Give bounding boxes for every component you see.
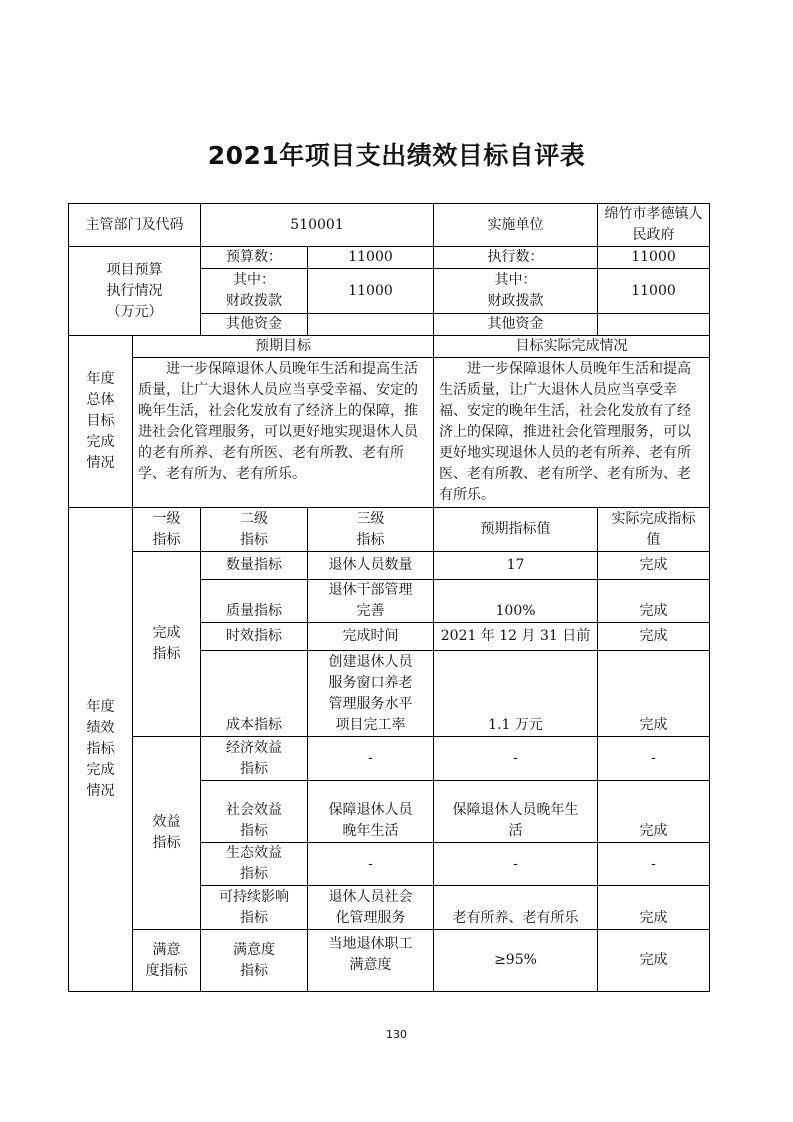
col-expected: 预期指标值 bbox=[434, 508, 598, 552]
expected-cell: 2021 年 12 月 31 日前 bbox=[434, 623, 598, 651]
expected-cell: 1.1 万元 bbox=[434, 651, 598, 737]
actual-cell: 完成 bbox=[598, 651, 710, 737]
level2-cell: 可持续影响 指标 bbox=[201, 886, 308, 930]
actual-cell: - bbox=[598, 843, 710, 886]
level3-cell: 退休人员数量 bbox=[308, 552, 434, 580]
planned-goal-header: 预期目标 bbox=[133, 336, 434, 358]
group-benefit: 效益 指标 bbox=[133, 737, 201, 930]
indicator-header-row bbox=[69, 508, 710, 552]
exec-label: 执行数： bbox=[434, 247, 598, 269]
unit-name: 绵竹市孝德镇人民政府 bbox=[598, 204, 710, 247]
fiscal-exec: 11000 bbox=[598, 269, 710, 314]
expected-cell: - bbox=[434, 737, 598, 781]
group-satisfaction: 满意 度指标 bbox=[133, 930, 201, 992]
table-row bbox=[69, 552, 710, 580]
actual-cell: 完成 bbox=[598, 623, 710, 651]
unit-label: 实施单位 bbox=[434, 204, 598, 247]
level3-cell: 退休干部管理 完善 bbox=[308, 580, 434, 623]
level3-cell: - bbox=[308, 843, 434, 886]
group-completion: 完成 指标 bbox=[133, 552, 201, 737]
level3-cell: - bbox=[308, 737, 434, 781]
dept-label: 主管部门及代码 bbox=[69, 204, 201, 247]
level3-cell: 保障退休人员 晚年生活 bbox=[308, 781, 434, 843]
table-row bbox=[69, 930, 710, 992]
actual-cell: 完成 bbox=[598, 930, 710, 992]
level2-cell: 社会效益 指标 bbox=[201, 781, 308, 843]
dept-code: 510001 bbox=[201, 204, 434, 247]
level3-cell: 当地退休职工 满意度 bbox=[308, 930, 434, 992]
fiscal-exec-label: 其中： 财政拨款 bbox=[434, 269, 598, 314]
level2-cell: 成本指标 bbox=[201, 651, 308, 737]
header-row bbox=[69, 204, 710, 247]
level3-cell: 退休人员社会 化管理服务 bbox=[308, 886, 434, 930]
level2-cell: 时效指标 bbox=[201, 623, 308, 651]
performance-table bbox=[68, 203, 710, 992]
expected-cell: ≥95% bbox=[434, 930, 598, 992]
table-row bbox=[69, 737, 710, 781]
actual-cell: 完成 bbox=[598, 886, 710, 930]
exec-value: 11000 bbox=[598, 247, 710, 269]
other-budget bbox=[308, 314, 434, 336]
col-actual: 实际完成指标 值 bbox=[598, 508, 710, 552]
expected-cell: 保障退休人员晚年生 活 bbox=[434, 781, 598, 843]
col-level1: 一级 指标 bbox=[133, 508, 201, 552]
expected-cell: 100% bbox=[434, 580, 598, 623]
level3-cell: 创建退休人员 服务窗口养老 管理服务水平 项目完工率 bbox=[308, 651, 434, 737]
actual-cell: 完成 bbox=[598, 580, 710, 623]
col-level3: 三级 指标 bbox=[308, 508, 434, 552]
goals-text-row bbox=[69, 358, 710, 508]
expected-cell: 老有所养、老有所乐 bbox=[434, 886, 598, 930]
actual-cell: 完成 bbox=[598, 552, 710, 580]
page-title: 2021年项目支出绩效目标自评表 bbox=[207, 141, 586, 170]
indicator-section-label: 年度 绩效 指标 完成 情况 bbox=[69, 508, 133, 992]
actual-goal-header: 目标实际完成情况 bbox=[434, 336, 710, 358]
actual-cell: 完成 bbox=[598, 781, 710, 843]
col-level2: 二级 指标 bbox=[201, 508, 308, 552]
fiscal-budget: 11000 bbox=[308, 269, 434, 314]
fiscal-label: 其中： 财政拨款 bbox=[201, 269, 308, 314]
other-label: 其他资金 bbox=[201, 314, 308, 336]
goals-section-label: 年度 总体 目标 完成 情况 bbox=[69, 336, 133, 508]
page-number: 130 bbox=[386, 1028, 407, 1041]
other-exec bbox=[598, 314, 710, 336]
expected-cell: 17 bbox=[434, 552, 598, 580]
level2-cell: 生态效益 指标 bbox=[201, 843, 308, 886]
goals-header-row bbox=[69, 336, 710, 358]
level2-cell: 数量指标 bbox=[201, 552, 308, 580]
actual-goal-text: 进一步保障退休人员晚年生活和提高生活质量，让广大退休人员应当享受幸福、安定的晚年生活，社会化发放有了经济上的保障，推进社会化管理服务，可以更好地实现退休人员的老有所养、老有所医、老有所教、老有所学、老有所为、老有所乐。 bbox=[434, 358, 710, 508]
budget-section-label: 项目预算 执行情况 （万元） bbox=[69, 247, 201, 336]
level2-cell: 质量指标 bbox=[201, 580, 308, 623]
budget-row bbox=[69, 247, 710, 269]
level2-cell: 满意度 指标 bbox=[201, 930, 308, 992]
planned-goal-text: 进一步保障退休人员晚年生活和提高生活质量，让广大退休人员应当享受幸福、安定的晚年生活，社会化发放有了经济上的保障，推进社会化管理服务，可以更好地实现退休人员的老有所养、老有所医、老有所教、老有所学、老有所为、老有所乐。 bbox=[133, 358, 434, 508]
other-exec-label: 其他资金 bbox=[434, 314, 598, 336]
level3-cell: 完成时间 bbox=[308, 623, 434, 651]
budget-value: 11000 bbox=[308, 247, 434, 269]
expected-cell: - bbox=[434, 843, 598, 886]
level2-cell: 经济效益 指标 bbox=[201, 737, 308, 781]
actual-cell: - bbox=[598, 737, 710, 781]
budget-label: 预算数： bbox=[201, 247, 308, 269]
